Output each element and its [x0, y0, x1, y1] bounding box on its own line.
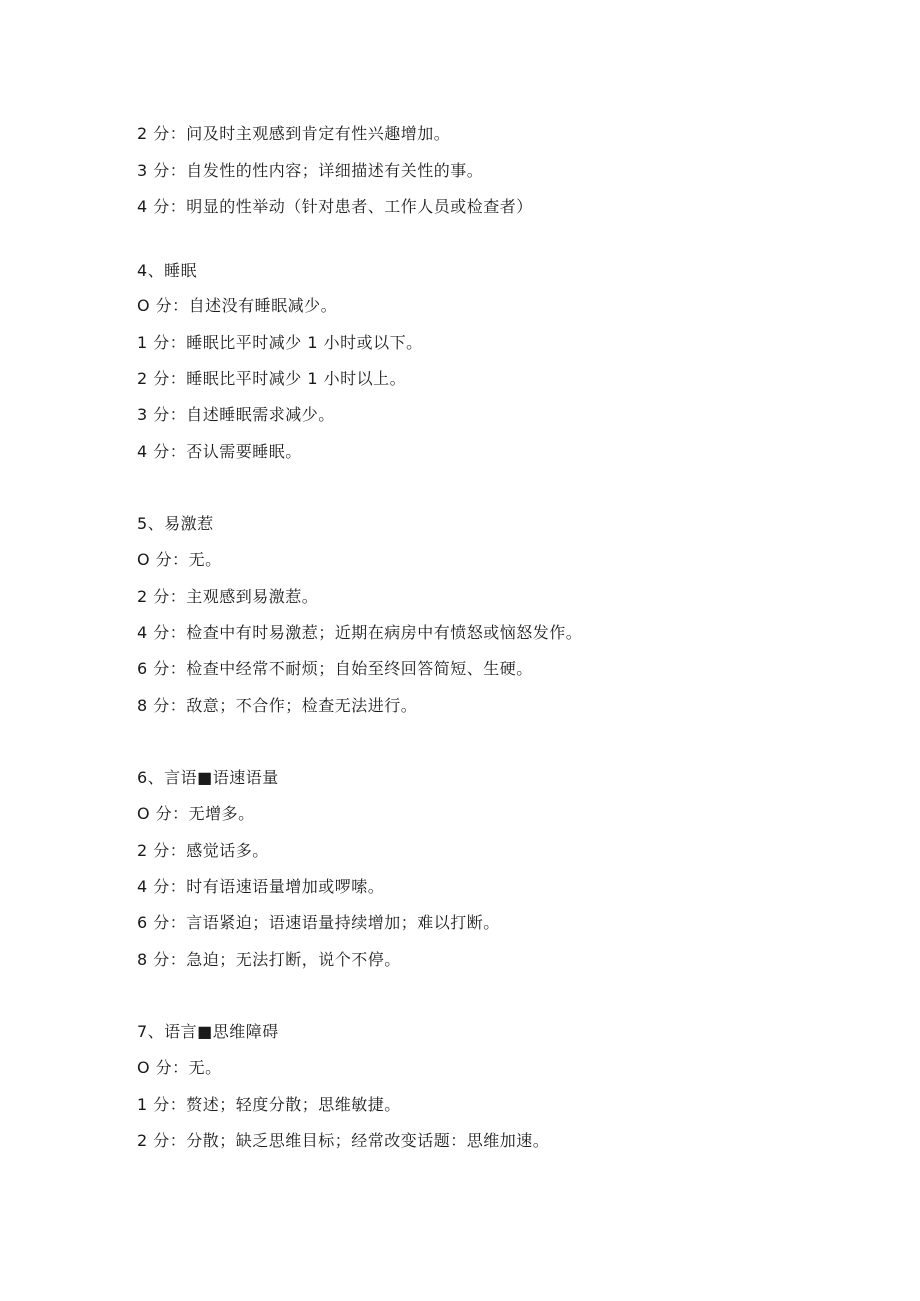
section-heading: 5、易激惹 — [137, 514, 214, 533]
text-line: O 分：无增多。 — [137, 804, 255, 823]
text-line: 1 分：睡眠比平时减少 1 小时或以下。 — [137, 333, 423, 352]
text-line: 2 分：感觉话多。 — [137, 841, 269, 860]
text-line: 3 分：自述睡眠需求减少。 — [137, 405, 335, 424]
text-line: 2 分：睡眠比平时减少 1 小时以上。 — [137, 369, 407, 388]
text-line: 2 分：主观感到易激惹。 — [137, 587, 319, 606]
text-line: 2 分：分散；缺乏思维目标；经常改变话题：思维加速。 — [137, 1131, 550, 1150]
text-line: O 分：无。 — [137, 550, 222, 569]
text-line: 1 分：赘述；轻度分散；思维敏捷。 — [137, 1095, 401, 1114]
text-line: 2 分：问及时主观感到肯定有性兴趣增加。 — [137, 124, 451, 143]
text-line: 6 分：言语紧迫；语速语量持续增加；难以打断。 — [137, 913, 500, 932]
section-heading: 7、语言■思维障碍 — [137, 1022, 279, 1041]
section-heading: 4、睡眠 — [137, 261, 198, 280]
text-line: 4 分：否认需要睡眠。 — [137, 442, 302, 461]
section-heading: 6、言语■语速语量 — [137, 768, 279, 787]
text-line: 4 分：检查中有时易激惹；近期在病房中有愤怒或恼怒发作。 — [137, 623, 583, 642]
text-line: O 分：无。 — [137, 1058, 222, 1077]
text-line: 4 分：时有语速语量增加或啰嗦。 — [137, 877, 385, 896]
text-line: 3 分：自发性的性内容；详细描述有关性的事。 — [137, 161, 484, 180]
text-line: 8 分：急迫；无法打断，说个不停。 — [137, 950, 401, 969]
text-line: 8 分：敌意；不合作；检查无法进行。 — [137, 696, 418, 715]
text-line: 4 分：明显的性举动（针对患者、工作人员或检查者） — [137, 197, 533, 216]
text-line: O 分：自述没有睡眠减少。 — [137, 296, 338, 315]
text-line: 6 分：检查中经常不耐烦；自始至终回答简短、生硬。 — [137, 659, 533, 678]
